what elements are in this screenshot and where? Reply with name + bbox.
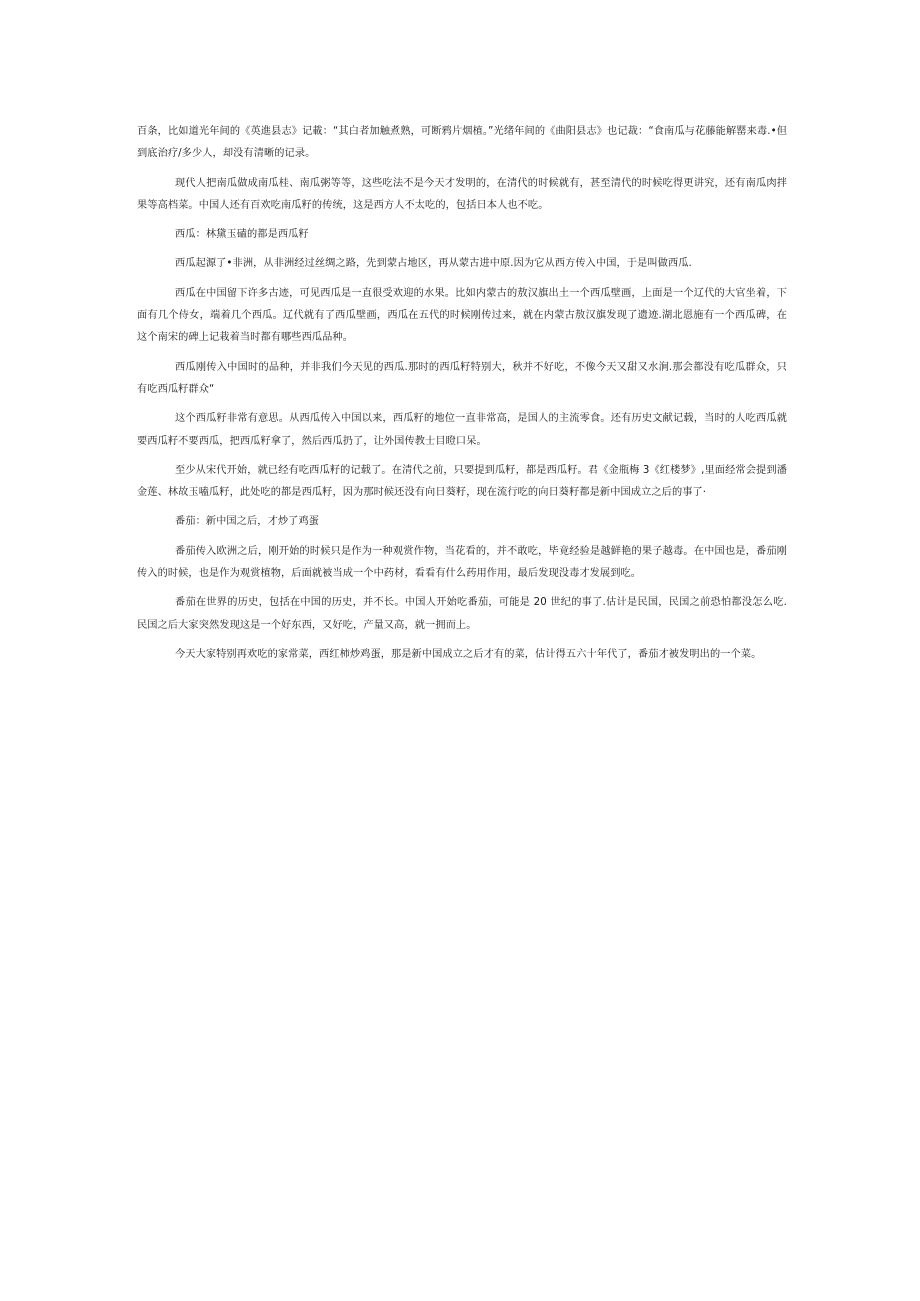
paragraph-watermelon-varieties: 西瓜刚传入中国时的品种，并非我们今天见的西瓜.那时的西瓜籽特别大，秋并不好吃，不像今天又甜又水涧.那会都没有吃瓜群众，只有吃西瓜籽群众“	[137, 361, 787, 395]
section-heading-watermelon: 西瓜：林黛玉磕的都是西瓜籽	[175, 229, 309, 241]
paragraph-watermelon-seeds-history: 至少从宋代开始，就已经有吃西瓜籽的记载了。在清代之前，只要提到瓜籽，都是西瓜籽。君《金瓶梅 3《红楼梦》,里面经常会提到潘金莲、林故玉嗑瓜籽，此处吃的都是西瓜籽，因为那时候还没有向日葵籽，现在流行吃的向日葵籽都是新中国成立之后的事了·	[137, 464, 787, 499]
paragraph-continuation: 百条，比如道光年间的《英進县志》记載：“其白者加触煮熟，可断鸦片烟植。”光绪年间的《曲阳县志》也记裁：“食南瓜与花藤能解罂来毒.•但到底治疗/多少人，却没有清晰的记录。	[137, 126, 787, 160]
paragraph-watermelon-relics: 西瓜在中国留下许多古迹，可见西瓜是一直很受欢迎的水果。比如内蒙古的敖汉旗出土一个西瓜壁画，上面是一个辽代的大官坐着，下面有几个侍女，端着几个西瓜。辽代就有了西瓜壁画，西瓜在五代的时候刚传过来，就在内蒙古敖汉旗发现了遗迹.湖北恩施有一个西瓜碑，在这个南宋的碑上记栽着当时都有哪些西瓜品种。	[137, 287, 787, 344]
paragraph-watermelon-origin: 西瓜起源了•非洲，从非洲经过丝绸之路，先到蒙占地区，再从蒙古进中原.因为它从西方传入中国，于是叫做西瓜.	[175, 258, 692, 270]
paragraph-tomato-europe: 番茄传入欧洲之后，刚开始的时候只是作为一种观赏作物，当花看的，并不敢吃，毕竟经验是越鲜艳的果子越毒。在中国也是，番茄刚传入的时候，也是作为观赏植物，后面就被当成一个中药材，看看有什么药用作用，最后发现没毒才发展到吃。	[137, 545, 787, 580]
document-page	[137, 121, 787, 673]
paragraph-tomato-dish: 今天大家特别再欢吃的家常菜，西红柿炒鸡蛋，那是新中国成立之后才有的菜，估计得五六十年代了，番茄才被发明出的一个菜。	[175, 648, 762, 660]
paragraph-pumpkin-modern: 现代人把南瓜做成南瓜桂、南瓜粥等等，这些吃法不是今天才发明的，在清代的时候就有，甚至清代的时候吃得更讲究，还有南瓜肉拌果等高档菜。中国人还有百欢吃南瓜籽的传统，这是西方人不太吃的，包括日本人也不吃。	[137, 177, 787, 211]
section-heading-tomato: 番茄：新中国之后，才炒了鸡蛋	[175, 516, 320, 528]
paragraph-tomato-history: 番茄在世界的历史，包括在中国的历史，并不长。中国人开始吃番茄，可能是 20 世纪的事了.估计是民国，民国之前恐怕都没怎么吃.民国之后大家突然发现这是一个好东西，又好吃，产量又高，就一拥而上。	[137, 597, 787, 631]
paragraph-watermelon-seeds: 这个西瓜籽非常有意思。从西瓜传入中国以来，西瓜籽的地位一直非常高，是国人的主流零食。还有历史文献记载，当时的人吃西瓜就要西瓜籽不要西瓜，把西瓜籽拿了，然后西瓜扔了，让外国传教士目瞪口呆。	[137, 413, 787, 447]
